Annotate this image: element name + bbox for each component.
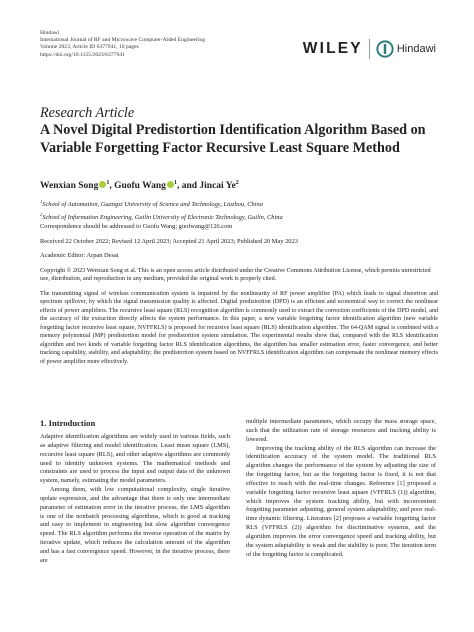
journal-volume-line: Volume 2023, Article ID 6377941, 10 pages [40,44,139,51]
body-column-left [40,433,230,566]
journal-header [40,30,205,59]
affiliation-text: School of Information Engineering, Guilin University of Electronic Technology, Guilin, China [42,214,283,222]
author-affil-mark: 1 [106,180,110,186]
article-dates: Received 22 October 2022; Revised 12 April 2023; Accepted 21 April 2023; Published 20 May 2023 [40,238,298,245]
author-separator: and [181,181,198,192]
affiliation-number: 1 [40,199,43,204]
author-affil-mark: 2 [235,180,239,186]
affiliation-item [40,210,283,223]
author-name[interactable]: Guofu Wang [114,181,166,192]
affiliations [40,197,283,223]
affiliation-number: 2 [40,212,43,218]
body-paragraph: Adaptive identification algorithms are widely used in various fields, such as adaptive filtering and model identification. Least mean square (LMS), recursive least square (RLS), and other adaptive algorithms are commonly used to identify unknown systems. The mathematical methods and constraints are used to process the input and output data of the unknown system, namely, estimating the model parameters. [40,433,230,485]
author-list [40,180,239,191]
article-type: Research Article [40,105,135,121]
journal-publisher-line: Hindawi [40,30,60,36]
orcid-icon[interactable] [167,181,174,188]
logo-divider [369,39,370,59]
author-name[interactable]: Jincai Ye [199,181,236,192]
publisher-logos [303,39,436,59]
wiley-logo: WILEY [302,40,363,57]
correspondence: Correspondence should be addressed to Guofu Wang; guofwang@126.com [40,223,233,230]
hindawi-logo-text: Hindawi [396,43,436,55]
body-paragraph: Improving the tracking ability of the RLS algorithm can increase the identification accuracy of the system model. The traditional RLS algorithm changes the performance of the system by adjusting the size of the forgetting factor, but as the forgetting factor is fixed, it is not that effective to reach with the real-time changes. Reference [1] proposed a variable forgetting factor recursive least square (VFFRLS (1)) algorithm, which improves the system tracking ability, but with inconvenient forgetting parameter adjusting, general system adaptability, and poor real-time dynamic filtering. Literature [2] proposes a variable forgetting factor RLS (VFFRLS (2)) algorithm for discriminative systems, and the algorithm improves the error convergence speed and tracking ability, but the system adaptability is weak and the stability is poor. The iteration term of the forgetting factor is complicated. [246,444,436,558]
affiliation-item [40,197,283,210]
hindawi-logo [376,40,436,58]
author-separator: , [176,181,180,192]
hindawi-logo-icon [376,40,394,58]
affiliation-text: School of Automation, Guangxi University of Science and Technology, Liuzhou, China [42,201,263,209]
academic-editor: Academic Editor: Arpan Desai [40,252,119,259]
body-paragraph: multiple intermediate parameters, which occupy the mass storage space, such that the utilization rate of storage resources and tracking ability is lowered. [246,418,436,443]
body-column-right [246,418,436,560]
body-paragraph: Among them, with low computational complexity, single iterative update expression, and the advantage that there is only one intermediate parameter of estimation error in the iterative process, the LMS algorithm is one of the nonbatch processing algorithms, which is good at tracking and easy to implement in engineering but slow algorithm convergence speed. The RLS algorithm performs the inverse operation of the matrix by iterative update, which reduces the calculation amount of the algorithm and has a fast convergence speed. However, in the iterative process, there are [40,486,230,564]
abstract: The transmitting signal of wireless communication system is impaired by the nonlinearity of RF power amplifier (PA) which leads to signal distortion and spectrum spillover, by which the signal transmission quality is affected. Digital predistortion (DPD) is an efficient and economical way to correct the nonlinear effects of power amplifiers. The recursive least square (RLS) recognition algorithm is commonly used to extract the correction coefficients of the DPD model, and the accuracy of the extraction directly affects the system performance. In this paper, a new variable forgetting factor identification algorithm (new variable forgetting factor recursive least square, NVFFRLS) is proposed for recursive least square (RLS) identification algorithm. The 64-QAM signal is combined with a memory polynomial (MP) predistortion model for predistortion system simulation. The experimental results show that, compared with the RLS identification algorithm and two kinds of variable forgetting factor RLS identification algorithms, the algorithm has smaller estimation error, faster convergence, and better tracking capability, stability, and adaptability; the predistortion system based on NVFFRLS identification algorithm can compensate the nonlinear memory effects of power amplifier more effectively. [40,291,438,365]
article-title: A Novel Digital Predistortion Identification Algorithm Based on Variable Forgetting Factor Recursive Least Square Method [40,122,426,156]
author-name[interactable]: Wenxian Song [40,181,99,192]
author-separator: , [109,181,112,192]
section-heading-introduction: 1. Introduction [40,418,96,428]
doi-link[interactable]: https://doi.org/10.1155/2023/6377941 [40,51,125,58]
journal-name-line: International Journal of RF and Microwave Computer-Aided Engineering [40,37,206,44]
author-affil-mark: 1 [173,180,177,186]
license-text: Copyright © 2023 Wenxian Song et al. This is an open access article distributed under the Creative Commons Attribution License, which permits unrestricted use, distribution, and reproduction in any medium, provided the original work is properly cited. [40,267,431,283]
